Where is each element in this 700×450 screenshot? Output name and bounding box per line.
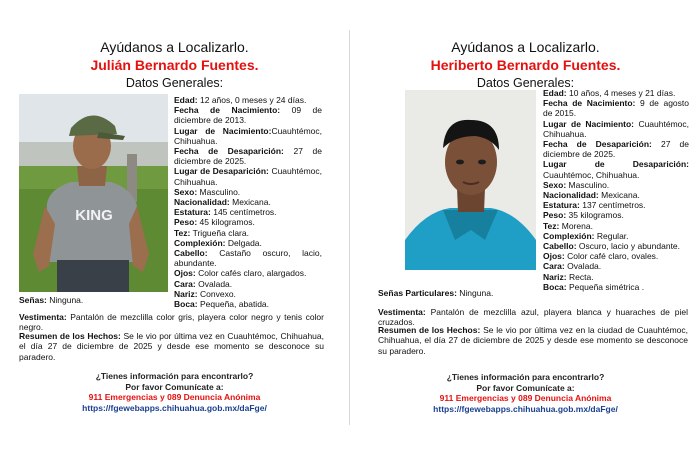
detail-label: Complexión: (543, 230, 595, 241)
detail-label: Complexión: (174, 237, 226, 248)
detail-label: Fecha de Desaparición: (174, 146, 284, 157)
detail-label: Sexo: (174, 186, 198, 197)
vestimenta-value: Pantalón de mezclilla color gris, playera color negro y tenis color negro. (19, 312, 324, 333)
poster-header (0, 39, 349, 90)
senas-line (378, 288, 688, 298)
detail-label: Cara: (174, 278, 196, 289)
detail-label: Cara: (543, 261, 565, 272)
detail-value: Ovalada. (198, 278, 233, 289)
detail-value: Oscuro, lacio y abundante. (578, 241, 681, 252)
contact-prompt: Por favor Comunícate a: (125, 381, 224, 392)
detail-label: Lugar de Desaparición: (543, 159, 689, 170)
vestimenta-label: Vestimenta: (378, 307, 426, 317)
emergency-numbers: 911 Emergencias y 089 Denuncia Anónima (88, 392, 261, 402)
detail-value: 27 de diciembre de 2025. (174, 146, 322, 167)
person-details (543, 88, 689, 292)
detail-label: Nariz: (174, 288, 198, 299)
detail-label: Boca: (174, 299, 198, 310)
detail-value: 9 de agosto de 2015. (543, 98, 689, 119)
detail-value: Recta. (569, 271, 594, 282)
detail-value: Color cafés claro, alargados. (198, 268, 307, 279)
person-name: Julián Bernardo Fuentes. (90, 57, 259, 73)
missing-poster-right (351, 0, 700, 450)
detail-label: Ojos: (174, 268, 196, 279)
detail-value: Cuauhtémoc, Chihuahua. (174, 125, 322, 146)
detail-label: Edad: (543, 88, 567, 98)
detail-value: Color café claro, ovales. (567, 251, 659, 262)
detail-label: Ojos: (543, 251, 565, 262)
detail-label: Edad: (174, 95, 198, 105)
detail-label: Sexo: (543, 179, 567, 190)
detail-value: Ovalada. (567, 261, 602, 272)
vestimenta-line (19, 312, 324, 333)
contact-prompt: Por favor Comunícate a: (476, 382, 575, 393)
person-photo (405, 90, 536, 270)
detail-label: Boca: (543, 281, 567, 292)
detail-value: 27 de diciembre de 2025. (543, 139, 689, 160)
shirt-print: KING (75, 207, 113, 224)
poster-title: Ayúdanos a Localizarlo. (451, 39, 600, 55)
detail-label: Cabello: (543, 241, 577, 252)
detail-value: Regular. (596, 230, 629, 241)
section-subtitle: Datos Generales: (125, 76, 224, 90)
detail-label: Tez: (174, 227, 191, 238)
senas-value: Ninguna. (459, 288, 494, 298)
detail-value: Masculino. (568, 179, 610, 190)
person-photo (19, 94, 168, 292)
detail-label: Nacionalidad: (174, 197, 230, 208)
detail-label: Nariz: (543, 271, 567, 282)
detail-label: Lugar de Nacimiento: (543, 118, 635, 129)
detail-label: Estatura: (543, 200, 580, 211)
poster-title: Ayúdanos a Localizarlo. (100, 39, 249, 55)
detail-value: 137 centímetros. (582, 200, 646, 211)
detail-value: Castaño oscuro, lacio, abundante. (174, 248, 322, 269)
detail-value: Trigueña clara. (192, 227, 249, 238)
detail-value: Convexo. (200, 288, 236, 299)
detail-value: Cuauhtémoc, Chihuahua. (174, 166, 322, 187)
person-details (174, 95, 322, 309)
detail-value: Pequeña simétrica . (569, 281, 645, 292)
detail-label: Fecha de Nacimiento: (543, 98, 636, 109)
report-link[interactable]: https://fgewebapps.chihuahua.gob.mx/daFge/ (433, 403, 618, 414)
detail-label: Nacionalidad: (543, 190, 599, 201)
detail-value: Cuauhtémoc, Chihuahua. (543, 118, 689, 139)
vestimenta-label: Vestimenta: (19, 312, 67, 322)
resumen-label: Resumen de los Hechos: (19, 331, 121, 341)
detail-value: Pequeña, abatida. (200, 299, 270, 310)
detail-label: Tez: (543, 220, 560, 231)
detail-label: Fecha de Nacimiento: (174, 105, 281, 116)
detail-label: Cabello: (174, 248, 208, 259)
photo-illustration (19, 94, 168, 292)
contact-footer (351, 372, 700, 414)
poster-header (351, 39, 700, 90)
detail-value: Masculino. (199, 186, 241, 197)
missing-poster-left (0, 0, 349, 450)
detail-label: Fecha de Desaparición: (543, 139, 652, 150)
person-name: Heriberto Bernardo Fuentes. (430, 57, 621, 73)
photo-illustration (405, 90, 536, 270)
contact-question: ¿Tienes información para encontrarlo? (446, 372, 605, 382)
senas-line (19, 295, 324, 305)
resumen-paragraph (19, 331, 324, 362)
contact-question: ¿Tienes información para encontrarlo? (95, 371, 254, 381)
emergency-numbers: 911 Emergencias y 089 Denuncia Anónima (439, 393, 612, 403)
resumen-label: Resumen de los Hechos: (378, 325, 481, 335)
senas-value: Ninguna. (49, 295, 84, 305)
detail-value: Mexicana. (601, 190, 640, 201)
detail-value: 12 años, 0 meses y 24 días. (200, 95, 307, 105)
detail-value: Morena. (561, 220, 593, 231)
detail-value: 45 kilogramos. (199, 217, 255, 228)
detail-value: 10 años, 4 meses y 21 días. (569, 88, 676, 98)
detail-label: Lugar de Nacimiento: (174, 125, 272, 136)
resumen-value: Se le vio por última vez en la ciudad de Cuauhtémoc, Chihuahua, el día 27 de diciembre de 2025 y desde ese momento se desconoce su paradero. (378, 325, 688, 356)
detail-value: Cuauhtémoc, Chihuahua. (543, 169, 640, 180)
resumen-value: Se le vio por última vez en Cuauhtémoc, Chihuahua, el día 27 de diciembre de 2025 y desde ese momento se desconoce su paradero. (19, 331, 324, 362)
report-link[interactable]: https://fgewebapps.chihuahua.gob.mx/daFge/ (82, 402, 267, 413)
detail-value: Mexicana. (232, 197, 271, 208)
contact-footer (0, 371, 349, 413)
section-subtitle: Datos Generales: (476, 76, 575, 90)
detail-value: 35 kilogramos. (568, 210, 624, 221)
vestimenta-value: Pantalón de mezclilla azul, playera blanca y huaraches de piel cruzados. (378, 307, 688, 328)
detail-value: 145 centímetros. (213, 207, 277, 218)
resumen-paragraph (378, 325, 688, 356)
detail-label: Lugar de Desaparición: (174, 166, 269, 177)
senas-label: Señas Particulares: (378, 288, 457, 298)
detail-label: Estatura: (174, 207, 211, 218)
poster-divider (349, 30, 350, 425)
detail-value: 09 de diciembre de 2013. (174, 105, 322, 126)
detail-label: Peso: (174, 217, 198, 228)
detail-value: Delgada. (227, 237, 262, 248)
detail-label: Peso: (543, 210, 567, 221)
senas-label: Señas: (19, 295, 47, 305)
